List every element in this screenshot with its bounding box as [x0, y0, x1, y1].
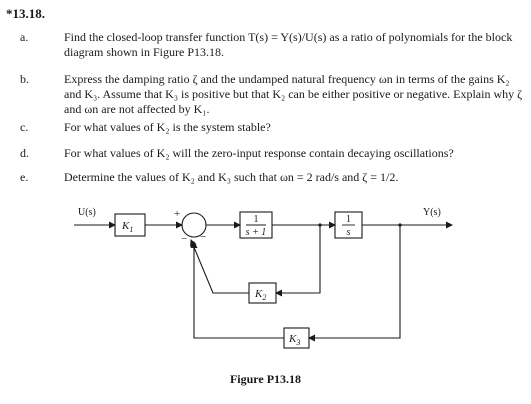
figure-caption: Figure P13.18 — [229, 372, 302, 386]
problem-number: *13.18. — [6, 6, 45, 21]
k3-feedback-out — [194, 242, 284, 338]
question-c-text: For what values of K₂ is the system stable? — [64, 120, 271, 134]
takeoff-node-outer — [398, 223, 401, 226]
tf1-denominator: s + 1 — [245, 227, 267, 238]
k1-label: $K_1$ — [122, 220, 134, 234]
output-label: Y(s) — [423, 207, 441, 218]
k2-label: $K_2$ — [255, 288, 267, 302]
input-label: U(s) — [78, 207, 96, 218]
k3-label: $K_3$ — [289, 333, 301, 347]
k2-feedback-in — [276, 225, 320, 293]
takeoff-node-inner — [318, 223, 321, 226]
sum-minus-sign-bottom: − — [181, 233, 188, 245]
tf2-denominator: s — [346, 227, 351, 238]
tf1-numerator: 1 — [253, 214, 259, 225]
k2-feedback-out — [191, 240, 249, 293]
question-e-text: Determine the values of K₂ and K₃ such that ωn = 2 rad/s and ζ = 1/2. — [64, 170, 399, 184]
question-d-text: For what values of K₂ will the zero-input response contain decaying oscillations? — [64, 146, 454, 160]
k3-feedback-in — [309, 225, 400, 338]
question-a-text: Find the closed-loop transfer function T(s) = Y(s)/U(s) as a ratio of polynomials for the block diagram shown in Figure P13.18. — [64, 30, 513, 59]
question-c-label: c. — [20, 120, 29, 134]
question-e-label: e. — [20, 170, 29, 184]
question-b-text: Express the damping ratio ζ and the undamped natural frequency ωn in terms of the gains K₂ and K₃. Assume that K₃ is positive but that K₂ can be either positive or negative. Explain why ζ and ωn are not affected by K₁. — [64, 72, 523, 116]
sum-plus-sign: + — [174, 208, 181, 220]
sum-minus-sign-right: − — [200, 231, 207, 243]
question-d-label: d. — [20, 146, 29, 160]
tf2-numerator: 1 — [346, 214, 351, 225]
question-b-label: b. — [20, 72, 29, 86]
question-a-label: a. — [20, 30, 29, 44]
